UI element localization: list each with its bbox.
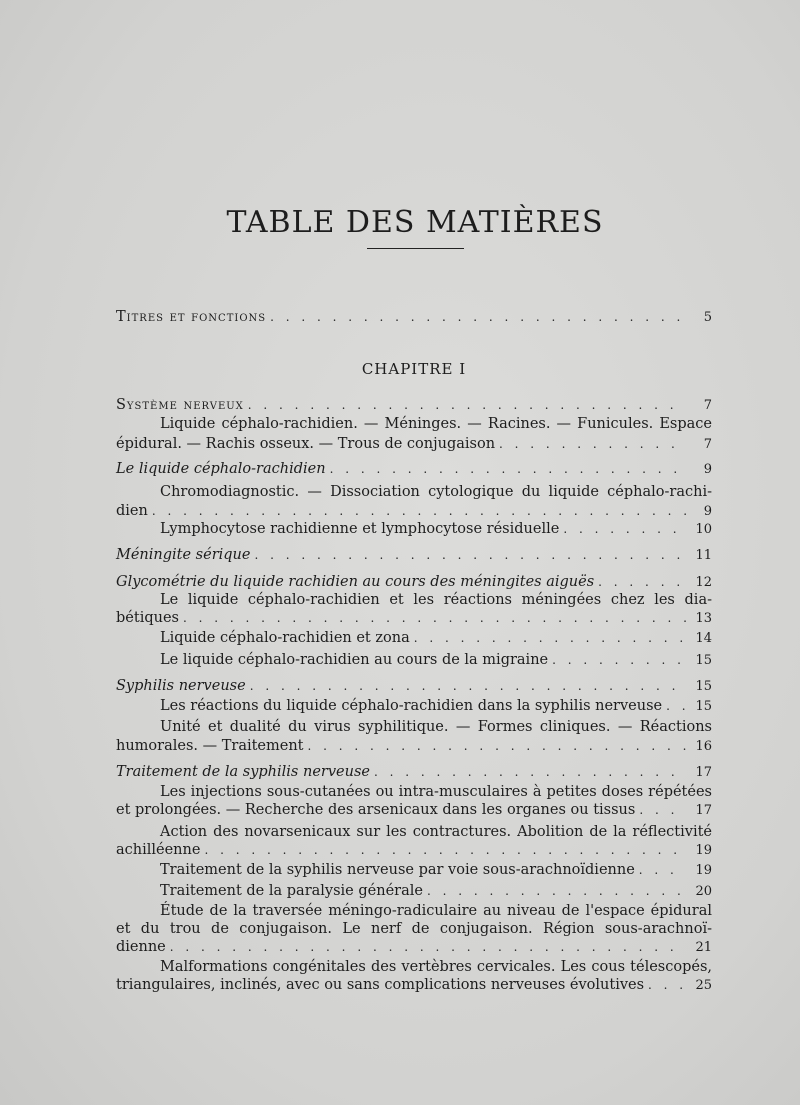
toc-entry: [116, 957, 712, 977]
entry-text: Le liquide céphalo-rachidien au cours de la migraine: [160, 652, 549, 668]
leader-dots: [254, 545, 686, 565]
entry-page: 15: [695, 699, 712, 714]
entry-text: et du trou de conjugaison. Le nerf de conjugaison. Région sous-arachnoï-: [116, 921, 712, 937]
entry-text: Chromodiagnostic. — Dissociation cytologique du liquide céphalo-rachi-: [160, 484, 712, 500]
entry-text: Liquide céphalo-rachidien. — Méninges. — Racines. — Funicules. Espace: [160, 416, 712, 432]
entry-text: et prolongées. — Recherche des arsenicaux dans les organes ou tissus: [116, 802, 636, 818]
entry-text: dienne: [116, 939, 166, 955]
entry-text: Les injections sous-cutanées ou intra-musculaires à petites doses répétées: [160, 784, 712, 800]
toc-entry: [116, 628, 712, 649]
entry-text: Syphilis nerveuse: [116, 678, 246, 694]
entry-text: Traitement de la syphilis nerveuse: [116, 764, 370, 780]
toc-entry: [116, 519, 712, 540]
toc-entry: [116, 676, 712, 697]
entry-page: 7: [703, 437, 712, 452]
entry-text: dien: [116, 503, 148, 519]
leader-dots: [639, 800, 686, 820]
leader-dots: [414, 628, 686, 648]
entry-text: Traitement de la paralysie générale: [160, 883, 423, 899]
entry-text: Titres et fonctions: [116, 309, 267, 325]
toc-entry: [116, 717, 712, 737]
leader-dots: [563, 519, 686, 539]
entry-page: 16: [695, 739, 712, 754]
entry-page: 10: [695, 522, 712, 537]
entry-text: Malformations congénitales des vertèbres cervicales. Les cous télescopés,: [160, 959, 712, 975]
toc-entry-cont: [116, 919, 712, 939]
toc-entry-front: [116, 307, 712, 328]
entry-text: triangulaires, inclinés, avec ou sans complications nerveuses évolutives: [116, 977, 645, 993]
entry-text: Traitement de la syphilis nerveuse par voie sous-arachnoïdienne: [160, 862, 635, 878]
entry-text: Le liquide céphalo-rachidien et les réactions méningées chez les dia-: [160, 592, 712, 608]
entry-page: 12: [695, 575, 712, 590]
entry-page: 25: [695, 978, 712, 993]
entry-page: 19: [695, 843, 712, 858]
leader-dots: [170, 937, 686, 957]
toc-entry-cont: [116, 840, 712, 861]
toc-entry: [116, 881, 712, 902]
toc-entry: [116, 545, 712, 566]
toc-entry: [116, 590, 712, 610]
toc-entry-cont: [116, 736, 712, 757]
entry-text: Unité et dualité du virus syphilitique. — Formes cliniques. — Réactions: [160, 719, 712, 735]
entry-text: Le liquide céphalo-rachidien: [116, 461, 326, 477]
toc-entry: [116, 860, 712, 881]
leader-dots: [330, 459, 686, 479]
toc-entry-cont: [116, 608, 712, 629]
entry-page: 9: [703, 504, 712, 519]
leader-dots: [648, 975, 686, 995]
leader-dots: [152, 501, 686, 521]
entry-page: 9: [703, 462, 712, 477]
leader-dots: [204, 840, 686, 860]
leader-dots: [552, 650, 686, 670]
entry-text: Méningite sérique: [116, 547, 251, 563]
leader-dots: [639, 860, 686, 880]
toc-entry-cont: [116, 975, 712, 996]
toc-entry: [116, 782, 712, 802]
entry-text: Étude de la traversée méningo-radiculaire au niveau de l'espace épidural: [160, 903, 712, 919]
entry-page: 7: [703, 398, 712, 413]
leader-dots: [248, 395, 686, 415]
toc-entry-cont: [116, 800, 712, 821]
entry-text: Système nerveux: [116, 397, 244, 413]
entry-page: 19: [695, 863, 712, 878]
toc-entry: [116, 482, 712, 502]
toc-entry: [116, 822, 712, 842]
leader-dots: [374, 762, 686, 782]
leader-dots: [250, 676, 686, 696]
toc-entry: [116, 414, 712, 434]
entry-text: Glycométrie du liquide rachidien au cours des méningites aiguës: [116, 574, 595, 590]
toc-entry: [116, 762, 712, 783]
leader-dots: [499, 434, 686, 454]
title-rule: [367, 248, 464, 249]
toc-entry: [116, 650, 712, 671]
entry-text: Lymphocytose rachidienne et lymphocytose résiduelle: [160, 521, 560, 537]
toc-entry: [116, 901, 712, 921]
leader-dots: [308, 736, 686, 756]
toc-entry-cont: [116, 937, 712, 958]
entry-page: 15: [695, 653, 712, 668]
entry-page: 14: [695, 631, 712, 646]
entry-page: 15: [695, 679, 712, 694]
entry-text: bétiques: [116, 610, 179, 626]
entry-text: Liquide céphalo-rachidien et zona: [160, 630, 410, 646]
leader-dots: [666, 696, 686, 716]
leader-dots: [427, 881, 686, 901]
entry-text: Les réactions du liquide céphalo-rachidien dans la syphilis nerveuse: [160, 698, 663, 714]
toc-entry: [116, 395, 712, 416]
chapter-heading: CHAPITRE I: [361, 360, 467, 378]
entry-text: épidural. — Rachis osseux. — Trous de conjugaison: [116, 436, 496, 452]
entry-page: 21: [695, 940, 712, 955]
entry-page: 5: [703, 310, 712, 325]
toc-entry: [116, 459, 712, 480]
entry-page: 13: [695, 611, 712, 626]
entry-page: 17: [695, 803, 712, 818]
entry-text: achilléenne: [116, 842, 201, 858]
entry-page: 17: [695, 765, 712, 780]
leader-dots: [598, 572, 686, 592]
page-title: TABLE DES MATIÈRES: [226, 205, 604, 241]
entry-text: Action des novarsenicaux sur les contractures. Abolition de la réflectivité: [160, 824, 712, 840]
toc-entry: [116, 696, 712, 717]
entry-page: 20: [695, 884, 712, 899]
toc-entry-cont: [116, 434, 712, 455]
entry-text: humorales. — Traitement: [116, 738, 304, 754]
entry-page: 11: [695, 548, 712, 563]
leader-dots: [183, 608, 686, 628]
leader-dots: [270, 307, 686, 327]
